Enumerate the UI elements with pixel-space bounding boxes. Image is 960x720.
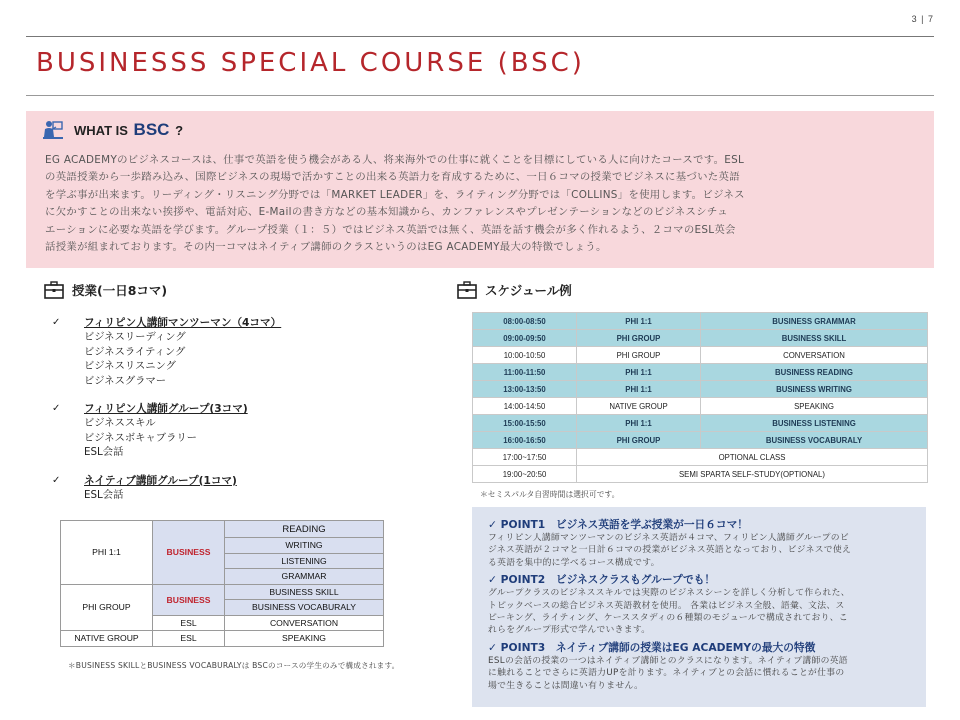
schedule-cell: BUSINESS SKILL [701, 330, 928, 347]
intro-box [26, 111, 934, 268]
table-cell: READING [225, 521, 384, 538]
point-item [488, 641, 926, 692]
lesson-item: ビジネスリスニング [84, 360, 176, 372]
schedule-cell: PHI 1:1 [577, 415, 701, 432]
points-box [472, 507, 926, 707]
table-cell: ESL [153, 631, 225, 647]
lesson-item: ESL会話 [84, 446, 124, 458]
lessons-heading: 授業(一日8コマ) [72, 283, 168, 298]
intro-text [45, 152, 923, 256]
schedule-row [473, 381, 928, 398]
table-row [61, 584, 384, 600]
lesson-group-title: フィリピン人講師グループ(3コマ) [84, 403, 248, 415]
lessons-header [44, 281, 167, 299]
schedule-cell: PHI GROUP [577, 432, 701, 449]
schedule-cell: BUSINESS LISTENING [701, 415, 928, 432]
lesson-group-title: ネイティブ講師グループ(1コマ) [84, 474, 237, 487]
schedule-heading: スケジュール例 [485, 283, 572, 298]
lesson-table-note: ＊BUSINESS SKILLとBUSINESS VOCABURALYは BSCのコースの学生のみで構成されます。 [68, 661, 400, 670]
lesson-item: ESL会話 [84, 488, 124, 501]
point-item [488, 573, 926, 637]
schedule-row [473, 466, 928, 483]
point-title: ✓ POINT1 ビジネス英語を学ぶ授業が一日６コマ！ [488, 518, 748, 531]
schedule-cell: 08:00-08:50 [473, 313, 577, 330]
page-title: BUSINESSS SPECIAL COURSE (BSC) [36, 48, 585, 78]
point-item [488, 518, 926, 569]
table-cell: WRITING [225, 538, 384, 554]
schedule-cell: NATIVE GROUP [577, 398, 701, 415]
table-cell: NATIVE GROUP [61, 631, 153, 647]
point-title: ✓ POINT3 ネイティブ講師の授業はEG ACADEMYの最大の特徴 [488, 640, 816, 654]
point-text-line: ピーキング、ライティング、ケーススタディの６種類のモジュールで構成されており、こ [488, 613, 848, 624]
point-text-line: れらをグループ形式で学んでいきます。 [488, 625, 651, 636]
check-icon: ✓ [52, 403, 61, 414]
lesson-group [52, 402, 412, 460]
lesson-table [60, 520, 384, 647]
intro-text-line: に欠かすことの出来ない挨拶や、電話対応、E-Mailの書き方などの基本知識から、カンファレンスやプレゼンテーションなどのビジネスシチュ [45, 206, 728, 219]
point-text [488, 587, 918, 637]
schedule-cell: PHI GROUP [577, 330, 701, 347]
intro-title-highlight: BSC [133, 120, 170, 139]
schedule-cell: PHI 1:1 [577, 313, 701, 330]
table-cell: CONVERSATION [225, 615, 384, 631]
lesson-group-title: フィリピン人講師マンツーマン（4コマ） [84, 317, 282, 329]
table-cell: LISTENING [225, 553, 384, 569]
table-cell: ESL [153, 615, 225, 631]
lesson-list [52, 316, 412, 516]
intro-text-line: EG ACADEMYのビジネスコースは、仕事で英語を使う機会がある人、将来海外での仕事に就くことを目標にしている人に向けたコースです。ESL [45, 154, 745, 166]
table-cell: BUSINESS [153, 521, 225, 585]
table-cell: GRAMMAR [225, 569, 384, 585]
schedule-cell: SEMI SPARTA SELF-STUDY(OPTIONAL) [577, 466, 928, 483]
intro-text-line: 話授業が組まれております。その内一コマはネイティブ講師のクラスというのはEG ACADEMY最大の特徴でしょう。 [45, 241, 607, 254]
schedule-cell: 13:00-13:50 [473, 381, 577, 398]
lesson-item: ビジネスリーディング [84, 331, 186, 343]
schedule-cell: 11:00-11:50 [473, 364, 577, 381]
point-text-line: ESLの会話の授業の一つはネイティブ講師とのクラスになります。ネイティブ講師の英語 [488, 655, 848, 666]
point-text [488, 655, 918, 692]
schedule-row [473, 432, 928, 449]
briefcase-icon [457, 281, 477, 299]
point-text-line: フィリピン人講師マンツーマンのビジネス英語が４コマ、フィリピン人講師グループのビ [488, 533, 849, 543]
point-text [488, 532, 918, 569]
schedule-cell: PHI 1:1 [577, 381, 701, 398]
schedule-cell: BUSINESS READING [701, 364, 928, 381]
lesson-item: ビジネスボキャブラリー [84, 431, 197, 444]
schedule-cell: 17:00~17:50 [473, 449, 577, 466]
schedule-note: ＊セミスパルタ自習時間は選択可です。 [480, 490, 620, 499]
lesson-items [84, 488, 412, 503]
lesson-item: ビジネススキル [84, 417, 156, 429]
schedule-cell: BUSINESS VOCABURALY [701, 432, 928, 449]
schedule-cell: BUSINESS GRAMMAR [701, 313, 928, 330]
title-rule [26, 95, 934, 96]
intro-title [74, 120, 183, 140]
schedule-cell: SPEAKING [701, 398, 928, 415]
table-cell: BUSINESS VOCABURALY [225, 600, 384, 616]
schedule-cell: 19:00~20:50 [473, 466, 577, 483]
schedule-cell: 09:00-09:50 [473, 330, 577, 347]
schedule-cell: CONVERSATION [701, 347, 928, 364]
lesson-group-title-row [52, 402, 412, 416]
point-text-line: に触れることでさらに英語力UPを計ります。ネイティブとの会話に慣れることが仕事の [488, 668, 845, 679]
schedule-row [473, 449, 928, 466]
intro-header [42, 119, 183, 141]
table-cell: PHI 1:1 [61, 521, 153, 585]
lesson-group [52, 316, 412, 388]
table-cell: BUSINESS [153, 584, 225, 615]
check-icon: ✓ [52, 474, 61, 486]
point-text-line: 場で生きることは間違い有りません。 [488, 680, 644, 691]
schedule-header [457, 281, 572, 299]
page-number: 3 | 7 [911, 14, 934, 24]
intro-text-line: を学ぶ事が出来ます。リーディング・リスニング分野では「MARKET LEADER」を、ライティング分野では「COLLINS」を使用します。ビジネス [45, 188, 745, 201]
table-cell: PHI GROUP [61, 584, 153, 631]
intro-title-suffix: ? [175, 123, 184, 138]
schedule-cell: 10:00-10:50 [473, 347, 577, 364]
header-rule [26, 36, 934, 37]
schedule-cell: PHI 1:1 [577, 364, 701, 381]
schedule-row [473, 415, 928, 432]
intro-text-line: エーションに必要な英語を学びます。グループ授業（１：５）ではビジネス英語では無く、英語を話す機会が多く作れるよう、２コマのESL英会 [45, 223, 736, 236]
check-icon: ✓ [52, 317, 61, 328]
point-text-line: トピックベースの総合ビジネス英語教材を使用。 各業はビジネス全般、語彙、文法、ス [488, 600, 845, 611]
table-row [61, 521, 384, 538]
schedule-cell: 15:00-15:50 [473, 415, 577, 432]
intro-text-line: の英語授業から一歩踏み込み、国際ビジネスの現場で活かすことの出来る英語力を育成するために、一日６コマの授業でビジネスに基づいた英語 [45, 171, 740, 184]
lesson-group [52, 474, 412, 503]
schedule-row [473, 398, 928, 415]
schedule-cell: OPTIONAL CLASS [577, 449, 928, 466]
schedule-row [473, 364, 928, 381]
teacher-icon [42, 119, 64, 141]
schedule-cell: PHI GROUP [577, 347, 701, 364]
point-text-line: ジネス英語が２コマと一日計６コマの授業がビジネス英語となっており、ビジネスで使え [488, 545, 852, 556]
schedule-cell: 16:00-16:50 [473, 432, 577, 449]
table-cell: BUSINESS SKILL [225, 584, 384, 600]
lesson-items [84, 416, 412, 460]
schedule-row [473, 330, 928, 347]
point-text-line: グループクラスのビジネススキルでは実際のビジネスシーンを詳しく分析して作られた、 [488, 588, 850, 599]
schedule-table [472, 312, 928, 483]
schedule-row [473, 313, 928, 330]
point-title: ✓ POINT2 ビジネスクラスもグループでも！ [488, 573, 716, 587]
lesson-item: ビジネスライティング [84, 345, 186, 358]
lesson-group-title-row [52, 316, 412, 330]
schedule-cell: 14:00-14:50 [473, 398, 577, 415]
point-text-line: る英語を集中的に学べるコース構成です。 [488, 557, 660, 568]
lesson-item: ビジネスグラマー [84, 374, 167, 387]
intro-title-prefix: WHAT IS [74, 123, 128, 138]
lesson-items [84, 330, 412, 388]
schedule-cell: BUSINESS WRITING [701, 381, 928, 398]
table-cell: SPEAKING [225, 631, 384, 647]
lesson-group-title-row [52, 474, 412, 488]
schedule-row [473, 347, 928, 364]
table-row [61, 631, 384, 647]
briefcase-icon [44, 281, 64, 299]
